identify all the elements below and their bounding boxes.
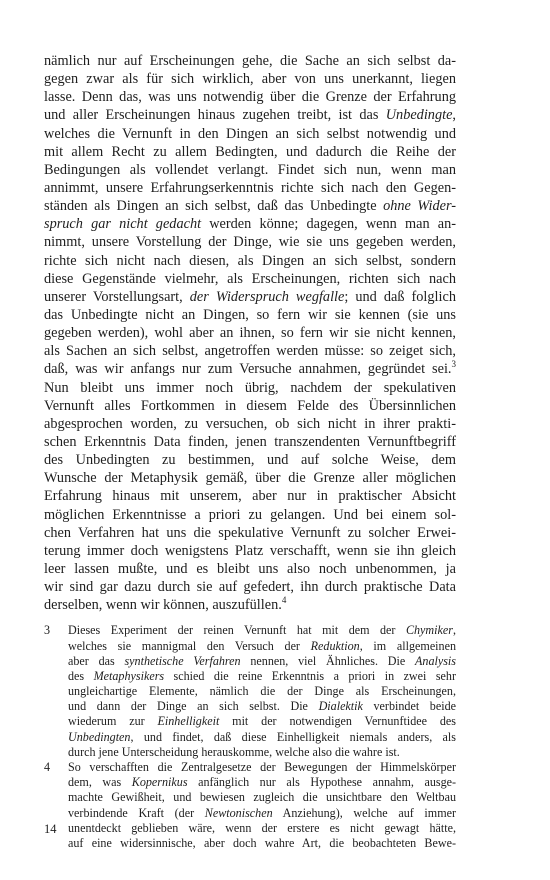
text-run: schen Erkenntnis Data finden, jenen transzendenten Vernunftbegriff: [44, 433, 456, 450]
text-run: chen Verfahren hat uns die spekulative Vernunft zu solcher Erwei-: [44, 524, 456, 541]
text-run: gegen zwar als für sich wirklich, aber von uns unerkannt, liegen: [44, 71, 456, 88]
footnote: [44, 623, 456, 760]
text-line: [44, 52, 456, 70]
text-line: [44, 360, 456, 378]
text-line: [44, 306, 456, 324]
text-run: der Widerspruch wegfalle: [189, 288, 345, 305]
footnote: [44, 760, 456, 851]
text-run: Erfahrung hinaus mit unserem, aber nur in praktischer Absicht: [44, 488, 456, 505]
text-run: ,: [452, 107, 456, 124]
text-run: wir sind gar dazu durch sie auf gefedert, ihn durch praktische Data: [44, 579, 456, 596]
text-line: [44, 106, 456, 124]
body-text: [44, 52, 456, 614]
text-run: welches sie mannigmal den Versuch der: [68, 638, 311, 653]
text-run: werden könne; dagegen, wenn man an-: [201, 216, 456, 233]
text-line: [44, 70, 456, 88]
text-run: Kopernikus: [131, 775, 188, 790]
text-run: , und findet, daß diese Einhelligkeit niemals anders, als: [130, 729, 456, 744]
text-line: [44, 324, 456, 342]
footnote-reference: 3: [451, 359, 456, 370]
text-run: Unbedingten: [68, 729, 131, 744]
text-run: gegeben werden), wohl aber an ihnen, so fern wir sie nicht kennen,: [44, 325, 456, 342]
text-run: ohne Wider-: [383, 198, 456, 215]
footnote-line: [68, 806, 456, 821]
text-run: Dialektik: [318, 699, 363, 714]
text-run: synthetische Verfahren: [124, 653, 241, 668]
text-run: Unbedingte: [385, 107, 453, 124]
text-run: Einhelligkeit: [157, 714, 220, 729]
text-run: das Unbedingte nicht an Dingen, so fern wir sie kennen (sie uns: [44, 306, 456, 323]
text-run: verbindende Kraft (der: [68, 805, 205, 820]
footnote-line: [68, 775, 456, 790]
text-run: schied die reine Erkenntnis a priori in zwei sehr: [164, 668, 456, 683]
text-run: unserer Vorstellungsart,: [44, 288, 190, 305]
text-run: Metaphysikers: [93, 668, 165, 683]
text-line: [44, 560, 456, 578]
text-run: daß, was wir anfangs nur zum Versuche annahmen, gegründet sei.: [44, 361, 452, 378]
text-run: richte sich nicht nach diesen, als Dingen an sich selbst, sondern: [44, 252, 456, 269]
text-run: Bedingungen als vollendet verlangt. Findet sich nun, wenn man: [44, 161, 456, 178]
text-run: verbindet beide: [362, 699, 456, 714]
text-line: [44, 506, 456, 524]
text-run: Reduktion: [310, 638, 360, 653]
text-run: lasse. Denn das, was uns notwendig über die Grenze der Erfahrung: [44, 89, 456, 106]
text-line: [44, 542, 456, 560]
text-run: machte Gewißheit, und bewiesen zugleich die unsichtbare den Weltbau: [68, 790, 456, 805]
text-run: ; und daß folglich: [344, 288, 456, 305]
text-run: auf eine widersinnische, aber doch wahre Art, die beobachteten Bewe-: [68, 835, 456, 850]
text-run: aber das: [68, 653, 125, 668]
text-run: ,: [452, 623, 456, 638]
text-run: mit allem Recht zu allem Bedingten, und dadurch die Reihe der: [44, 143, 456, 160]
text-run: annimmt, unsere Erfahrungserkenntnis richte sich nach den Gegen-: [44, 179, 456, 196]
text-line: [44, 125, 456, 143]
text-run: dem, was: [68, 775, 132, 790]
footnote-line: [68, 730, 456, 745]
footnote-line: [68, 760, 456, 775]
text-line: [44, 451, 456, 469]
footnote-text: [68, 760, 456, 851]
text-run: des Unbedingten zu bestimmen, und auf solche Weise, dem: [44, 452, 456, 469]
text-line: [44, 433, 456, 451]
footnote-number: 4: [44, 760, 51, 775]
text-line: [44, 197, 456, 215]
footnotes: [44, 623, 456, 851]
footnote-line: [68, 684, 456, 699]
text-run: wiederum zur: [68, 714, 158, 729]
text-run: ungleichartige Elemente, nämlich die der Dinge als Erscheinungen,: [68, 684, 456, 699]
text-line: [44, 252, 456, 270]
footnote-reference: 4: [281, 595, 287, 606]
text-run: unentdeckt geblieben wäre, wenn der erstere es nicht gewagt hätte,: [68, 820, 456, 835]
text-line: [44, 415, 456, 433]
text-line: [44, 397, 456, 415]
text-run: Anziehung), welche auf immer: [272, 805, 457, 820]
footnote-line: [68, 821, 456, 836]
footnote-line: [68, 714, 456, 729]
text-line: [44, 578, 456, 596]
footnote-line: [68, 745, 456, 760]
text-line: [44, 342, 456, 360]
text-run: ständen als Dingen an sich selbst, daß das Unbedingte: [44, 198, 384, 215]
text-line: [44, 143, 456, 161]
text-run: mit der notwendigen Vernunftidee des: [219, 714, 456, 729]
text-line: [44, 233, 456, 251]
footnote-line: [68, 639, 456, 654]
text-run: Analysis: [415, 653, 456, 668]
text-run: Vernunft alles Fortkommen in diesem Felde des Übersinnlichen: [44, 397, 456, 414]
text-run: und dann der Dinge an sich selbst. Die: [68, 699, 319, 714]
text-line: [44, 524, 456, 542]
text-run: möglichen Erkenntnisse a priori zu gelangen. Und bei einem sol-: [44, 506, 456, 523]
text-run: terung immer doch wenigstens Platz verschafft, wenn sie ihn gleich: [44, 542, 456, 559]
page-content: [44, 52, 456, 851]
text-line: [44, 179, 456, 197]
text-run: durch jene Unterscheidung herauskomme, welche also die wahre ist.: [68, 744, 400, 759]
text-run: leer lassen mußte, und es bleibt uns also noch unbenommen, ja: [44, 560, 456, 577]
text-line: [44, 596, 456, 614]
text-run: Newtonischen: [204, 805, 273, 820]
text-run: diese Gegenstände vielmehr, als Erscheinungen, richten sich nach: [44, 270, 456, 287]
text-run: Chymiker: [405, 623, 453, 638]
text-run: So verschafften die Zentralgesetze der Bewegungen der Himmelskörper: [68, 760, 456, 775]
text-run: anfänglich nur als Hypothese annahm, ausge-: [187, 775, 457, 790]
text-line: [44, 487, 456, 505]
text-run: nämlich nur auf Erscheinungen gehe, die Sache an sich selbst da-: [44, 53, 456, 69]
footnote-line: [68, 623, 456, 638]
footnote-line: [68, 669, 456, 684]
text-run: derselben, wenn wir können, auszufüllen.: [44, 597, 282, 614]
footnote-number: 3: [44, 623, 51, 638]
text-run: als Sachen an sich selbst, angetroffen werden müsse: so zeiget sich,: [44, 343, 456, 360]
text-run: welches die Vernunft in den Dingen an sich selbst notwendig und: [44, 125, 456, 142]
text-line: [44, 215, 456, 233]
text-line: [44, 270, 456, 288]
footnote-line: [68, 654, 456, 669]
text-line: [44, 379, 456, 397]
footnote-line: [68, 790, 456, 805]
text-run: des: [68, 668, 94, 683]
text-line: [44, 161, 456, 179]
text-run: Dieses Experiment der reinen Vernunft hat mit dem der: [68, 623, 406, 638]
text-run: nennen, viel Ähnliches. Die: [240, 653, 416, 668]
text-run: nimmt, unsere Vorstellung der Dinge, wie sie uns gegeben werden,: [44, 234, 456, 251]
text-run: abgesprochen worden, zu versuchen, ob sich nicht in ihrer prakti-: [44, 415, 456, 432]
text-run: Nun bleibt uns immer noch übrig, nachdem der spekulativen: [44, 379, 456, 396]
footnote-line: [68, 699, 456, 714]
text-run: , im allgemeinen: [359, 638, 457, 653]
text-line: [44, 88, 456, 106]
text-run: Wunsche der Metaphysik gemäß, über die Grenze aller möglichen: [44, 470, 456, 487]
page-number: 14: [44, 822, 57, 836]
text-line: [44, 469, 456, 487]
text-run: und aller Erscheinungen hinaus zugehen treibt, ist das: [44, 107, 386, 124]
text-run: spruch gar nicht gedacht: [44, 216, 202, 233]
text-line: [44, 288, 456, 306]
footnote-text: [68, 623, 456, 760]
footnote-line: [68, 836, 456, 851]
